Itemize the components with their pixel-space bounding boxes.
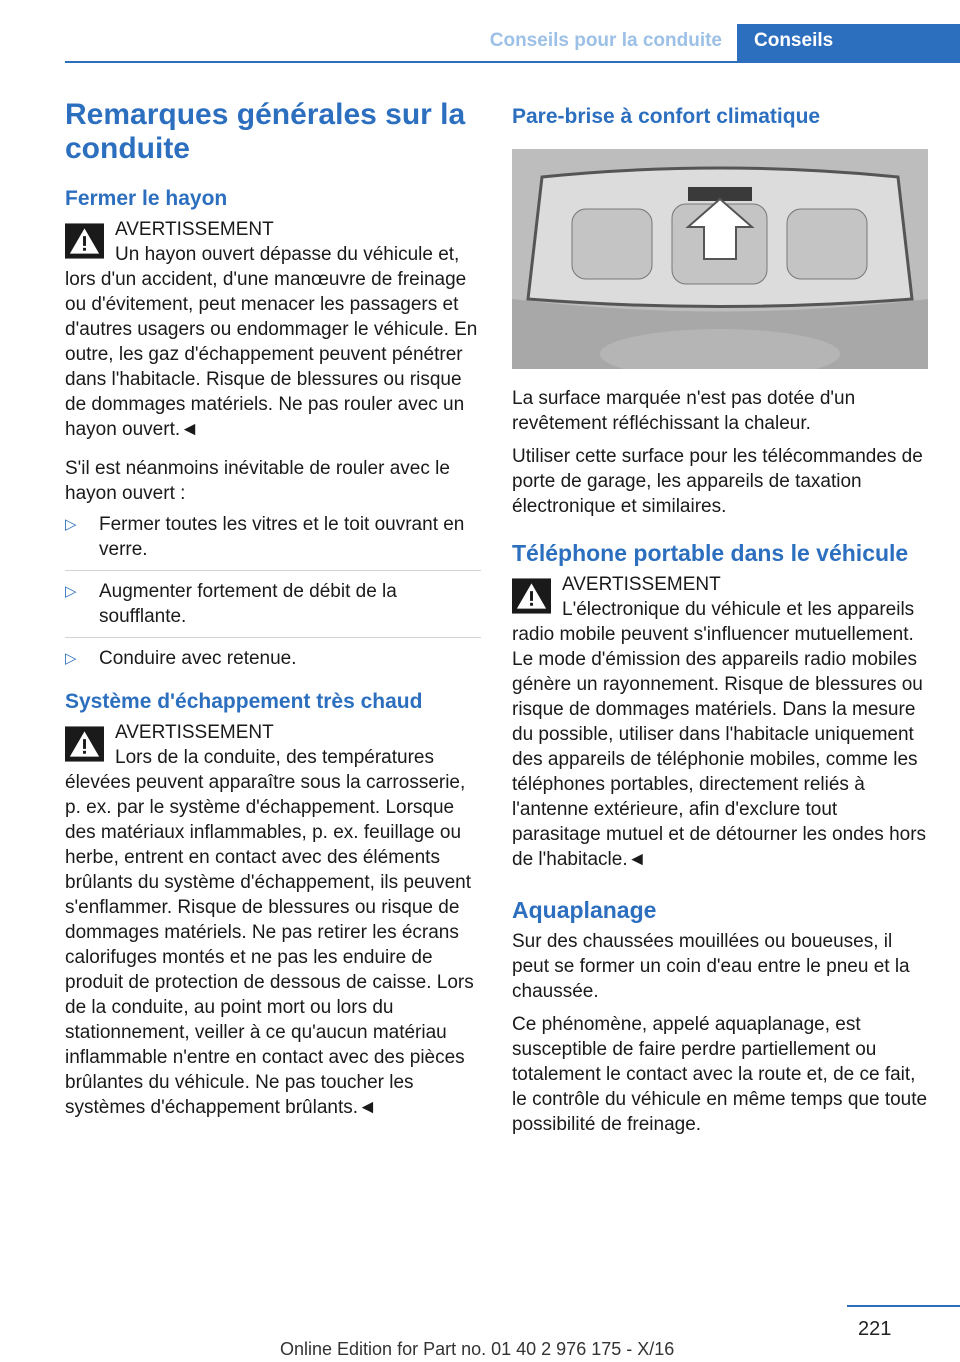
warning-icon bbox=[65, 223, 104, 259]
warning-text: Un hayon ouvert dépasse du véhicule et, lors d'un accident, d'une manœuvre de freinage ou d'évitement, peut menacer les passagers et d'autres usagers ou endommager le véhicule. En outre, les gaz d'échappement peuvent pénétrer dans l'habitacle. Risque de blessures ou risque de dommages matériels. Ne pas rouler avec un hayon ouvert.◄ bbox=[65, 244, 478, 440]
hayon-intro: S'il est néanmoins inévitable de rouler avec le hayon ouvert : bbox=[65, 458, 450, 504]
warning-label: AVERTISSEMENT bbox=[115, 722, 274, 743]
heading-echappement: Système d'échappement très chaud bbox=[65, 690, 423, 713]
footer-rule bbox=[847, 1305, 960, 1307]
heading-aquaplanage: Aquaplanage bbox=[512, 897, 657, 923]
header-chapter-tab: Conseils bbox=[737, 24, 960, 63]
left-column bbox=[65, 98, 481, 1120]
list-item: ▷ Conduire avec retenue. bbox=[65, 648, 297, 669]
warning-label: AVERTISSEMENT bbox=[562, 574, 721, 595]
page-number: 221 bbox=[858, 1318, 892, 1340]
header-section-title: Conseils pour la conduite bbox=[489, 30, 722, 51]
warning-icon bbox=[65, 726, 104, 762]
aquaplanage-text-1: Sur des chaussées mouillées ou boueuses, il peut se former un coin d'eau entre le pneu et la chaussée. bbox=[512, 931, 910, 1002]
triangle-bullet-icon: ▷ bbox=[65, 583, 77, 600]
hayon-bullet-list bbox=[65, 512, 481, 679]
warning-label: AVERTISSEMENT bbox=[115, 219, 274, 240]
heading-telephone: Téléphone portable dans le véhicule bbox=[512, 540, 909, 566]
warning-telephone bbox=[512, 572, 928, 872]
parebrise-text-1: La surface marquée n'est pas dotée d'un revêtement réfléchissant la chaleur. bbox=[512, 388, 856, 434]
warning-hayon bbox=[65, 217, 481, 442]
triangle-bullet-icon: ▷ bbox=[65, 516, 77, 533]
page-title: Remarques générales sur la conduite bbox=[65, 98, 466, 165]
list-item: ▷ Augmenter fortement de débit de la soufflante. bbox=[65, 579, 481, 638]
right-column bbox=[512, 98, 928, 1137]
triangle-bullet-icon: ▷ bbox=[65, 650, 77, 667]
warning-text: L'électronique du véhicule et les appareils radio mobile peuvent s'influencer mutuellement. Le mode d'émission des appareils radio mobiles génère un rayonnement. Risque de blessures ou risque de dommages matériels. Dans la mesure du possible, utiliser dans l'habitacle uniquement des appareils de téléphonie mobiles, comme les téléphones portables, directement reliés à l'antenne extérieure, afin d'exclure tout parasitage mutuel et de détourner les ondes hors de l'habitacle.◄ bbox=[512, 599, 927, 870]
heading-parebrise: Pare-brise à confort climatique bbox=[512, 105, 821, 128]
warning-echappement bbox=[65, 720, 481, 1120]
header-rule bbox=[65, 61, 960, 63]
parebrise-text-2: Utiliser cette surface pour les télécommandes de porte de garage, les appareils de taxation électronique et similaires. bbox=[512, 446, 923, 517]
footer-edition: Online Edition for Part no. 01 40 2 976 175 - X/16 bbox=[280, 1339, 675, 1359]
warning-text: Lors de la conduite, des températures élevées peuvent apparaître sous la carrosserie, p. ex. par le système d'échappement. Lorsque des matériaux inflammables, p. ex. feuillage ou herbe, entrent en contact avec des éléments brûlants du système d'échappement, ils peuvent s'enflammer. Risque de blessures ou risque de dommages matériels. Ne pas retirer les écrans calorifuges montés et ne pas les enduire de produit de protection de dessous de caisse. Lors de la conduite, au point mort ou lors du stationnement, veiller à ce qu'aucun matériau inflammable n'entre en contact avec des pièces brûlantes du véhicule. Ne pas toucher les systèmes d'échappement brûlants.◄ bbox=[65, 747, 474, 1118]
aquaplanage-text-2: Ce phénomène, appelé aquaplanage, est susceptible de faire perdre partiellement ou totalement le contact avec la route et, de ce fait, le contrôle du véhicule en même temps que toute possibilité de freinage. bbox=[512, 1014, 928, 1135]
list-item: ▷ Fermer toutes les vitres et le toit ouvrant en verre. bbox=[65, 512, 481, 571]
warning-icon bbox=[512, 578, 551, 614]
heading-hayon: Fermer le hayon bbox=[65, 187, 228, 210]
windshield-figure bbox=[512, 149, 928, 369]
